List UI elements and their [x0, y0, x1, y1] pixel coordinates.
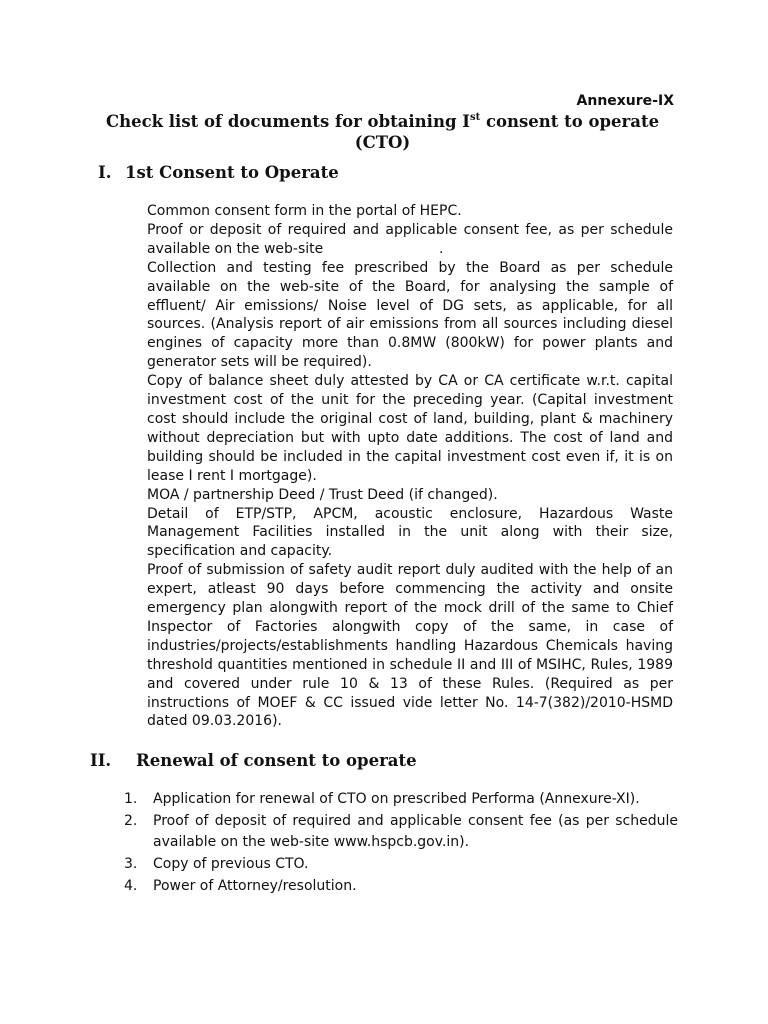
list-item-number: 4.: [124, 878, 138, 894]
section-1-item: MOA / partnership Deed / Trust Deed (if changed).: [147, 486, 498, 503]
section-1-title: 1st Consent to Operate: [125, 163, 339, 182]
list-item: [124, 876, 678, 897]
annexure-label: Annexure-IX: [576, 93, 674, 109]
section-1-item: Detail of ETP/STP, APCM, acoustic enclosure, Hazardous Waste Management Facilities installed in the unit along with their size, specification and capacity.: [147, 505, 673, 560]
list-item-number: 2.: [124, 813, 138, 829]
section-1-item: Common consent form in the portal of HEPC.: [147, 203, 462, 219]
list-item-number: 3.: [124, 856, 138, 872]
list-item-text: Application for renewal of CTO on prescribed Performa (Annexure-XI).: [153, 791, 640, 807]
list-item-text: Power of Attorney/resolution.: [153, 878, 357, 894]
section-2-title: Renewal of consent to operate: [136, 751, 417, 770]
list-item: [124, 811, 678, 853]
title-superscript: st: [469, 112, 481, 123]
title-line2: (CTO): [354, 133, 411, 152]
section-1-item: Collection and testing fee prescribed by the Board as per schedule available on the web-site of the Board, for analysing the sample of effluent/ Air emissions/ Noise level of DG sets, as applicable, for all sources. (Analysis report of air emissions from all sources including diesel engines of capacity more than 0.8MW (800kW) for power plants and generator sets will be required).: [147, 259, 673, 371]
section-1-item: Proof of submission of safety audit report duly audited with the help of an expert, atleast 90 days before commencing the activity and onsite emergency plan alongwith report of the mock drill of the same to Chief Inspector of Factories alongwith copy of the same, in case of industries/projects/establishments handling Hazardous Chemicals having threshold quantities mentioned in schedule II and III of MSIHC, Rules, 1989 and covered under rule 10 & 13 of these Rules. (Required as per instructions of MOEF & CC issued vide letter No. 14-7(382)/2010-HSMD dated 09.03.2016).: [147, 562, 673, 730]
list-item-text: Proof of deposit of required and applicable consent fee (as per schedule available on the web-site www.hspcb.gov.in).: [153, 813, 678, 850]
section-1-item: Copy of balance sheet duly attested by CA or CA certificate w.r.t. capital investment cost of the unit for the preceding year. (Capital investment cost should include the original cost of land, building, plant & machinery without depreciation but with upto date additions. The cost of land and building should be included in the capital investment cost even if, it is on lease I rent I mortgage).: [147, 373, 673, 484]
title-text-continued: consent to operate: [480, 112, 660, 131]
section-1-heading: [98, 163, 339, 182]
section-1-list: [147, 202, 678, 731]
list-item: [124, 854, 678, 875]
section-1-number: I.: [98, 163, 112, 182]
section-2-heading: [90, 751, 417, 770]
section-2-number: II.: [90, 751, 112, 770]
document-title: [90, 111, 675, 153]
title-text: Check list of documents for obtaining I: [105, 112, 470, 131]
list-item-text: Copy of previous CTO.: [153, 856, 309, 872]
section-1-item: Proof or deposit of required and applicable consent fee, as per schedule available on the web-site .: [147, 221, 678, 257]
list-item-number: 1.: [124, 791, 138, 807]
section-2-list: [124, 789, 678, 898]
list-item: [124, 789, 678, 810]
